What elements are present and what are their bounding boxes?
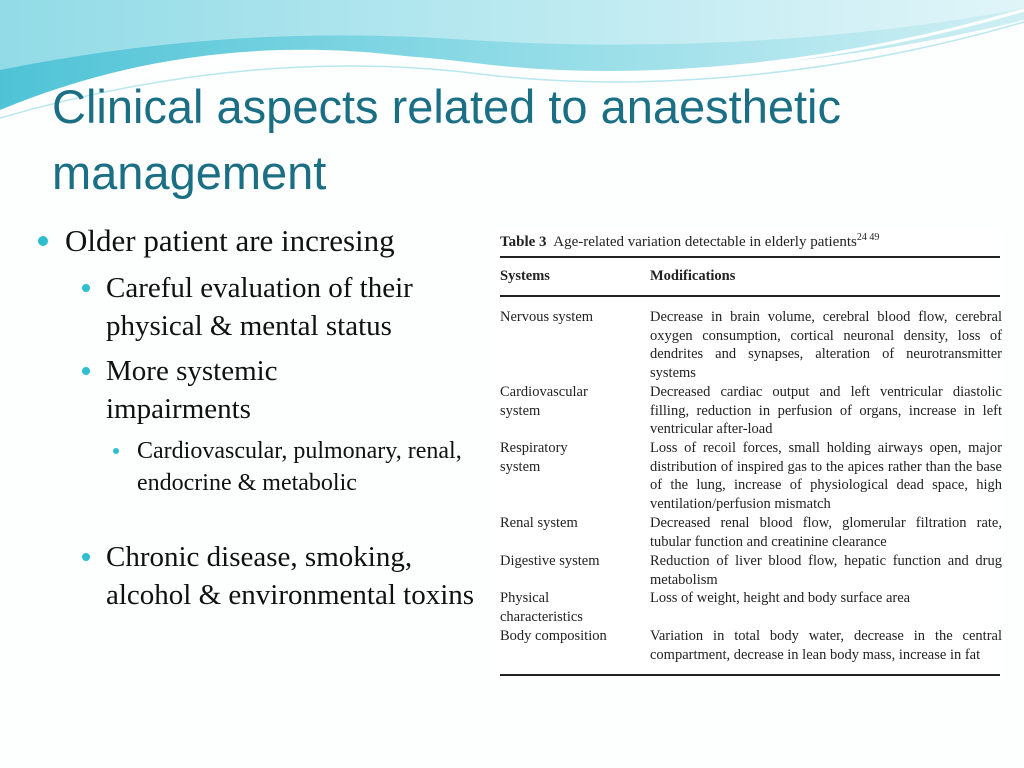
row-modification: Loss of weight, height and body surface area [650,590,911,606]
row-system: Nervous system [500,309,594,325]
table-header-rule [500,295,1000,297]
slide-title: Clinical aspects related to anaesthetic management [52,80,841,199]
bullet-level2-evaluation: Careful evaluation of their physical & mental status [106,272,413,342]
header-modifications: Modifications [650,268,736,284]
table-caption-text: Age-related variation detectable in elderly patients [553,234,857,250]
row-modification: Decreased renal blood flow, glomerular filtration rate, tubular function and creatinine clearance [650,515,1002,550]
age-variation-table [492,228,1002,680]
bullet-level3-systems: Cardiovascular, pulmonary, renal, endocrine & metabolic [137,438,462,496]
row-system: Respiratory system [500,440,568,475]
row-system: Cardiovascular system [500,384,588,419]
bullet-dot-icon [113,448,119,454]
row-modification: Reduction of liver blood flow, hepatic function and drug metabolism [650,553,1002,588]
row-system: Physical characteristics [500,590,583,625]
bullet-dot-icon [38,236,48,246]
table-caption [500,232,879,251]
row-system: Renal system [500,515,578,531]
header-systems: Systems [500,268,550,284]
table-top-rule [500,256,1000,258]
bullet-dot-icon [82,284,90,292]
row-system: Digestive system [500,553,600,569]
row-modification: Decreased cardiac output and left ventricular diastolic filling, reduction in perfusion of organs, increase in left ventricular after-load [650,384,1002,438]
row-modification: Variation in total body water, decrease in the central compartment, decrease in lean body mass, increase in fat [650,628,1002,663]
table-bottom-rule [500,674,1000,676]
bullet-level1-older-patients: Older patient are incresing [65,223,395,258]
row-system: Body composition [500,628,607,644]
bullet-level2-systemic: More systemic impairments [106,355,278,425]
bullet-dot-icon [82,553,90,561]
row-modification: Loss of recoil forces, small holding airways open, major distribution of inspired gas to the apices rather than the base of the lung, increase of physiological dead space, high ventilation/perfusion mismatch [650,440,1002,513]
bullet-dot-icon [82,367,90,375]
bullet-level2-chronic: Chronic disease, smoking, alcohol & environmental toxins [106,541,475,611]
row-modification: Decrease in brain volume, cerebral blood flow, cerebral oxygen consumption, cortical neuronal density, loss of dendrites and synapses, alteration of neurotransmitter systems [650,309,1002,382]
table-caption-refs: 24 49 [856,232,880,243]
table-label: Table 3 [500,234,547,250]
